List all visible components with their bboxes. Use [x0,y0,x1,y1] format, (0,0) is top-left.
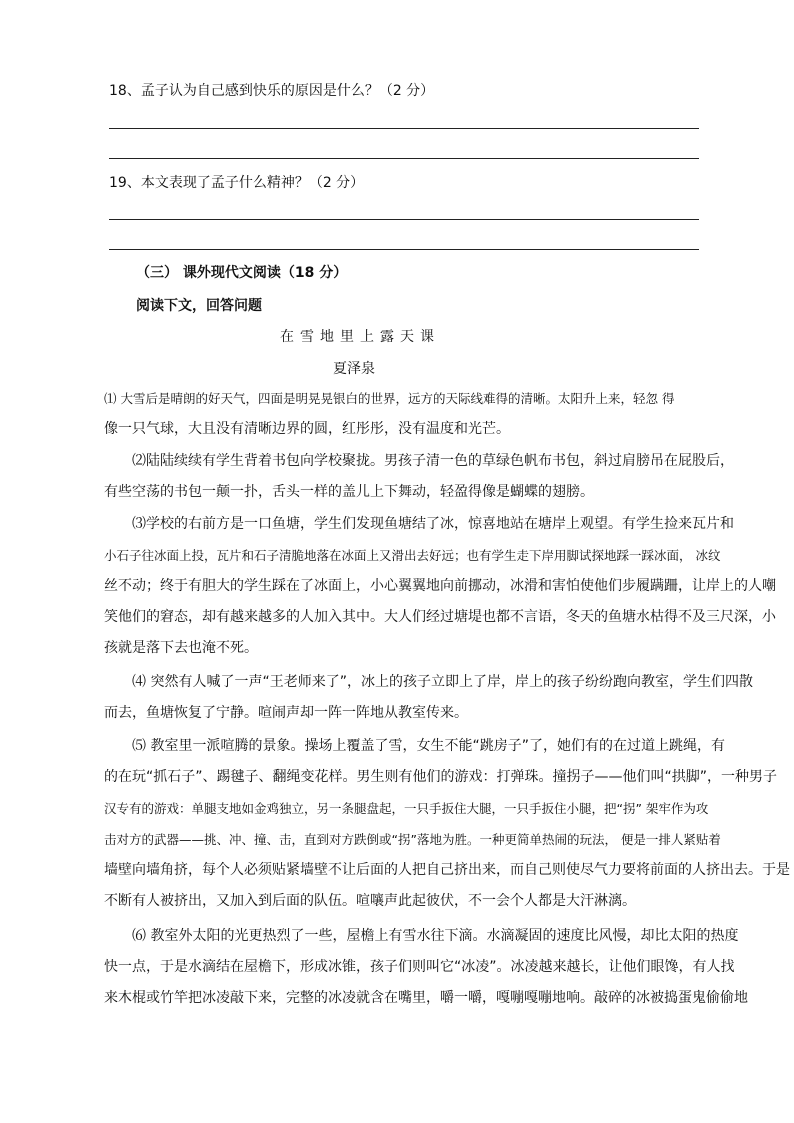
question-18: 18、孟子认为自己感到快乐的原因是什么？（2 分） [109,83,435,99]
paragraph-line: 丝不动；终于有胆大的学生踩在了冰面上，小心翼翼地向前挪动，冰滑和害怕使他们步履蹒跚，让岸上的人嘲 [104,578,776,594]
answer-line-19a[interactable] [109,219,699,220]
paragraph-line: ⑷ 突然有人喊了一声“王老师来了”，冰上的孩子立即上了岸，岸上的孩子纷纷跑向教室，学生们四散 [132,674,753,690]
paragraph-5 [104,731,790,917]
paragraph-line: 的在玩“抓石子”、踢毽子、翻绳变花样。男生则有他们的游戏：打弹珠。撞拐子——他们叫“拱脚”，一种男子 [104,769,778,785]
article-title: 在雪地里上露天课 [280,329,440,345]
paragraph-line: ⑴ 大雪后是晴朗的好天气，四面是明晃晃银白的世界，远方的天际线难得的清晰。太阳升上来，轻忽 得 [104,391,675,406]
paragraph-3 [104,509,776,664]
paragraph-line: 不断有人被挤出，又加入到后面的队伍。喧嚷声此起彼伏，不一会个人都是大汗淋漓。 [104,893,636,909]
paragraph-line: 有些空荡的书包一颠一扑，舌头一样的盖儿上下舞动，轻盈得像是蝴蝶的翅膀。 [104,484,594,500]
paragraph-line: 而去，鱼塘恢复了宁静。喧闹声却一阵一阵地从教室传来。 [104,705,468,721]
paragraph-4 [104,667,753,729]
paragraph-line: 汉专有的游戏：单腿支地如金鸡独立，另一条腿盘起，一只手扳住大腿，一只手扳住小腿，把“拐” 架牢作为攻 [104,801,709,816]
paragraph-1 [104,383,700,445]
paragraph-line: 笑他们的窘态，却有越来越多的人加入其中。大人们经过塘堤也都不言语，冬天的鱼塘水枯得不及三尺深，小 [104,609,776,625]
paragraph-2 [104,446,734,508]
paragraph-line: ⑵陆陆续续有学生背着书包向学校聚拢。男孩子清一色的草绿色帆布书包，斜过肩膀吊在屁股后， [132,453,734,469]
paragraph-6 [104,921,748,1014]
question-19: 19、本文表现了孟子什么精神？（2 分） [109,175,365,191]
answer-line-19b[interactable] [109,249,699,250]
answer-line-18a[interactable] [109,128,699,129]
paragraph-line: 墙壁向墙角挤，每个人必须贴紧墙壁不让后面的人把自己挤出来，而自己则使尽气力要将前面的人挤出去。于是 [104,862,790,878]
paragraph-line: 孩就是落下去也淹不死。 [104,640,258,656]
paragraph-line: 小石子往冰面上投，瓦片和石子清脆地落在冰面上又滑出去好远；也有学生走下岸用脚试探地踩一踩冰面， 冰纹 [104,548,721,563]
paragraph-line: ⑸ 教室里一派喧腾的景象。操场上覆盖了雪，女生不能“跳房子”了，她们有的在过道上跳绳，有 [132,738,725,754]
paragraph-line: ⑹ 教室外太阳的光更热烈了一些，屋檐上有雪水往下滴。水滴凝固的速度比风慢，却比太阳的热度 [132,928,739,944]
answer-line-18b[interactable] [109,158,699,159]
section-heading: （三） 课外现代文阅读（18 分） [136,265,348,281]
paragraph-line: ⑶学校的右前方是一口鱼塘，学生们发现鱼塘结了冰，惊喜地站在塘岸上观望。有学生捡来瓦片和 [132,516,734,532]
paragraph-line: 来木棍或竹竿把冰凌敲下来，完整的冰凌就含在嘴里，嚼一嚼，嘎嘣嘎嘣地响。敲碎的冰被捣蛋鬼偷偷地 [104,990,748,1006]
paragraph-line: 像一只气球，大且没有清晰边界的圆，红彤彤，没有温度和光芒。 [104,421,510,437]
section-instruction: 阅读下文，回答问题 [136,298,262,314]
article-author: 夏泽泉 [333,361,375,377]
paragraph-line: 快一点，于是水滴结在屋檐下，形成冰锥，孩子们则叫它“冰凌”。冰凌越来越长，让他们眼馋，有人找 [104,959,735,975]
paragraph-line: 击对方的武器——挑、冲、撞、击，直到对方跌倒或“拐”落地为胜。一种更简单热闹的玩法， 便是一排人紧贴着 [104,832,721,847]
